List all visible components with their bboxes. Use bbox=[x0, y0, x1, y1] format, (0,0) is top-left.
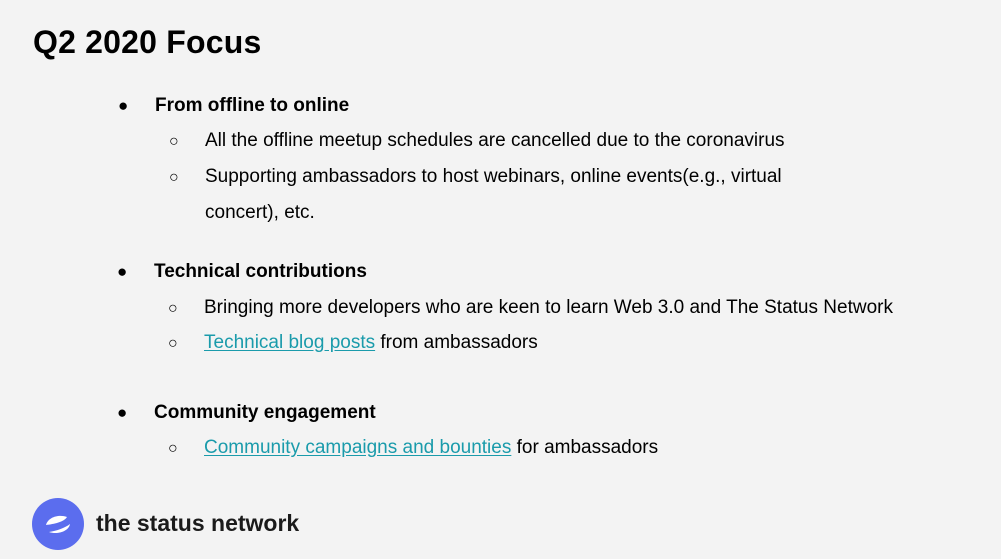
section-technical bbox=[117, 260, 367, 284]
section-heading: Technical contributions bbox=[154, 261, 367, 282]
sub-bullet-icon: ○ bbox=[169, 169, 179, 186]
section-offline-online bbox=[118, 94, 350, 118]
list-item bbox=[168, 296, 893, 321]
sub-bullet-icon: ○ bbox=[168, 300, 178, 317]
technical-blog-posts-link[interactable]: Technical blog posts bbox=[204, 332, 376, 353]
section-heading: Community engagement bbox=[154, 402, 376, 423]
section-heading: From offline to online bbox=[155, 95, 350, 116]
list-item bbox=[169, 129, 785, 154]
list-item bbox=[168, 331, 538, 356]
list-item-text: Bringing more developers who are keen to learn Web 3.0 and The Status Network bbox=[204, 297, 893, 318]
section-community bbox=[117, 401, 376, 425]
list-item bbox=[169, 165, 782, 190]
bullet-icon: ● bbox=[117, 403, 128, 422]
list-item-text: Supporting ambassadors to host webinars, online events(e.g., virtual bbox=[205, 166, 782, 187]
sub-bullet-icon: ○ bbox=[168, 440, 178, 457]
community-campaigns-link[interactable]: Community campaigns and bounties bbox=[204, 437, 512, 458]
list-item-text bbox=[204, 331, 538, 355]
bullet-icon: ● bbox=[118, 96, 129, 115]
link-suffix: from ambassadors bbox=[375, 332, 538, 353]
slide-title: Q2 2020 Focus bbox=[33, 24, 262, 60]
list-item-text: All the offline meetup schedules are cancelled due to the coronavirus bbox=[205, 130, 785, 151]
list-item-text bbox=[204, 436, 658, 460]
sub-bullet-icon: ○ bbox=[169, 133, 179, 150]
list-item-continuation: concert), etc. bbox=[205, 202, 315, 223]
status-logo-icon bbox=[32, 498, 84, 550]
bullet-icon: ● bbox=[117, 262, 128, 281]
brand-name: the status network bbox=[96, 510, 300, 536]
list-item bbox=[168, 436, 659, 461]
sub-bullet-icon: ○ bbox=[168, 335, 178, 352]
link-suffix: for ambassadors bbox=[511, 437, 659, 458]
